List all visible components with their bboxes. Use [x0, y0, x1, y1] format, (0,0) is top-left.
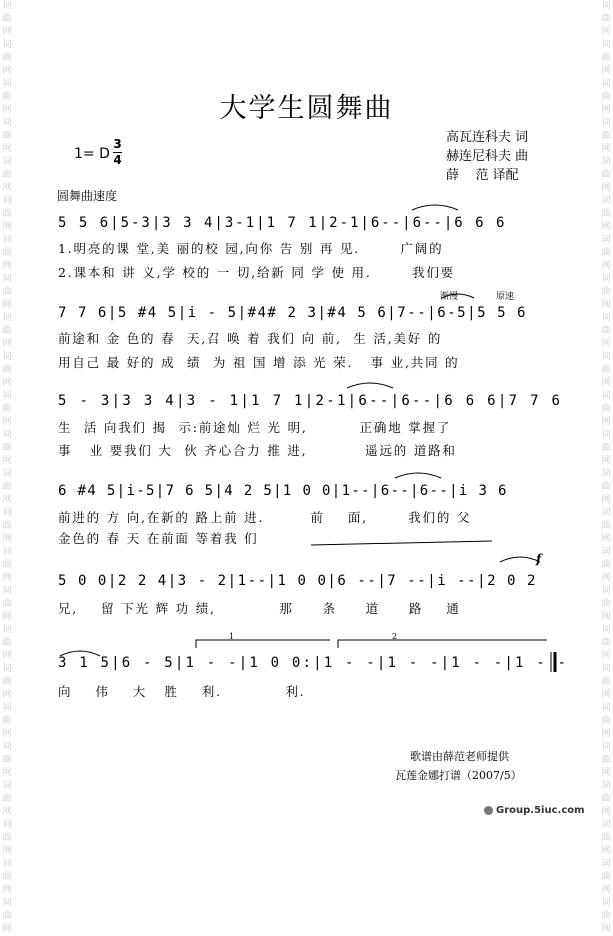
credit-translator: 薛 范 译配 — [446, 168, 519, 183]
volta-2-label: 2 — [392, 632, 398, 641]
tie-line-3 — [347, 383, 393, 388]
lyric-line-5: 兄, 留 下光 辉 功 绩, 那 条 道 路 通 — [58, 601, 461, 616]
song-title: 大学生圆舞曲 — [219, 93, 394, 124]
lyric-line-1-verse-2: 2.课本和 讲 义,学 校的 一 切,给新 同 学 使 用. 我们要 — [58, 265, 455, 280]
site-watermark: Group.5iuc.com — [496, 805, 585, 816]
footer-credits — [395, 747, 522, 785]
volta-2-bracket — [338, 640, 547, 648]
notation-line-6: 3 1 5|6 - 5|1 - -|1 0 0:|1 - -|1 - -|1 - -|1 - - — [58, 655, 569, 671]
volta-1-label: 1 — [229, 632, 235, 641]
lyric-line-3-verse-1: 生 活 向我们 揭 示:前途灿 烂 光 明, 正确地 掌握了 — [58, 420, 452, 435]
tie-line-4 — [395, 473, 441, 478]
volta-1-bracket — [196, 640, 330, 648]
tempo-marking: 圆舞曲速度 — [57, 189, 118, 203]
notation-line-4: 6 #4 5|i-5|7 6 5|4 2 5|1 0 0|1--|6--|6--|i 3 6 — [58, 483, 508, 499]
lyric-line-2-verse-1: 前途和 金 色的 春 天,召 唤 着 我们 向 前, 生 活,美好 的 — [58, 331, 443, 346]
expression-ritardando: 渐慢 — [440, 292, 459, 302]
side-watermark-left: 词曲网词曲网词曲网词曲网词曲网词曲网词曲网词曲网词曲网词曲网词曲网词曲网词曲网词曲网词曲网词曲网词曲网词曲网词曲网词曲网词曲网词曲网词曲网词曲网 — [2, 1, 12, 934]
lyric-line-2-verse-2: 用自己 最 好的 成 绩 为 祖 国 增 添 光 荣. 事 业,共同 的 — [58, 355, 460, 370]
notation-line-3: 5 - 3|3 3 4|3 - 1|1 7 1|2-1|6--|6--|6 6 6|7 7 6 — [58, 393, 563, 409]
credit-composer: 赫连尼科夫 曲 — [446, 149, 529, 164]
time-signature-bottom: 4 — [113, 153, 122, 167]
lyric-line-4-verse-2: 金色的 春 天 在前面 等着我 们 — [58, 531, 259, 546]
lyric-line-6: 向 伟 大 胜 利. 利. — [58, 684, 306, 699]
crescendo-line — [311, 541, 492, 545]
notation-line-2: 7 7 6|5 #4 5|i - 5|#4# 2 3|#4 5 6|7--|6-5|5 5 6 — [58, 305, 527, 321]
footer-typesetter: 瓦莲金娜打谱（2007/5） — [395, 769, 522, 782]
lyric-line-3-verse-2: 事 业 要我们 大 伙 齐心合力 推 进, 遥远的 道路和 — [58, 443, 457, 458]
key-signature: 1= D — [74, 146, 110, 162]
slur-line-5 — [500, 557, 540, 562]
tie-line-1 — [412, 205, 458, 210]
slur-line-2 — [442, 294, 474, 298]
footer-provider: 歌谱由薛范老师提供 — [410, 750, 509, 763]
site-logo-icon — [484, 806, 493, 815]
credit-lyricist: 高瓦连科夫 词 — [446, 130, 529, 145]
expression-a-tempo: 原速 — [496, 292, 515, 302]
notation-line-1: 5 5 6|5-3|3 3 4|3-1|1 7 1|2-1|6--|6--|6 6 6 — [58, 215, 507, 231]
lyric-line-1-verse-1: 1.明亮的课 堂,美 丽的校 园,向你 告 别 再 见. 广阔的 — [58, 241, 444, 256]
dynamic-forte: f — [536, 552, 542, 566]
time-signature-top: 3 — [113, 137, 122, 151]
notation-line-5: 5 0 0|2 2 4|3 - 2|1--|1 0 0|6 --|7 --|i --|2 0 2 — [58, 573, 537, 589]
side-watermark-right: 词曲网词曲网词曲网词曲网词曲网词曲网词曲网词曲网词曲网词曲网词曲网词曲网词曲网词曲网词曲网词曲网词曲网词曲网词曲网词曲网词曲网词曲网词曲网词曲网 — [601, 1, 611, 934]
lyric-line-4-verse-1: 前进的 方 向,在新的 路上前 进. 前 面, 我们的 父 — [58, 510, 472, 525]
slur-line-6 — [60, 651, 100, 656]
